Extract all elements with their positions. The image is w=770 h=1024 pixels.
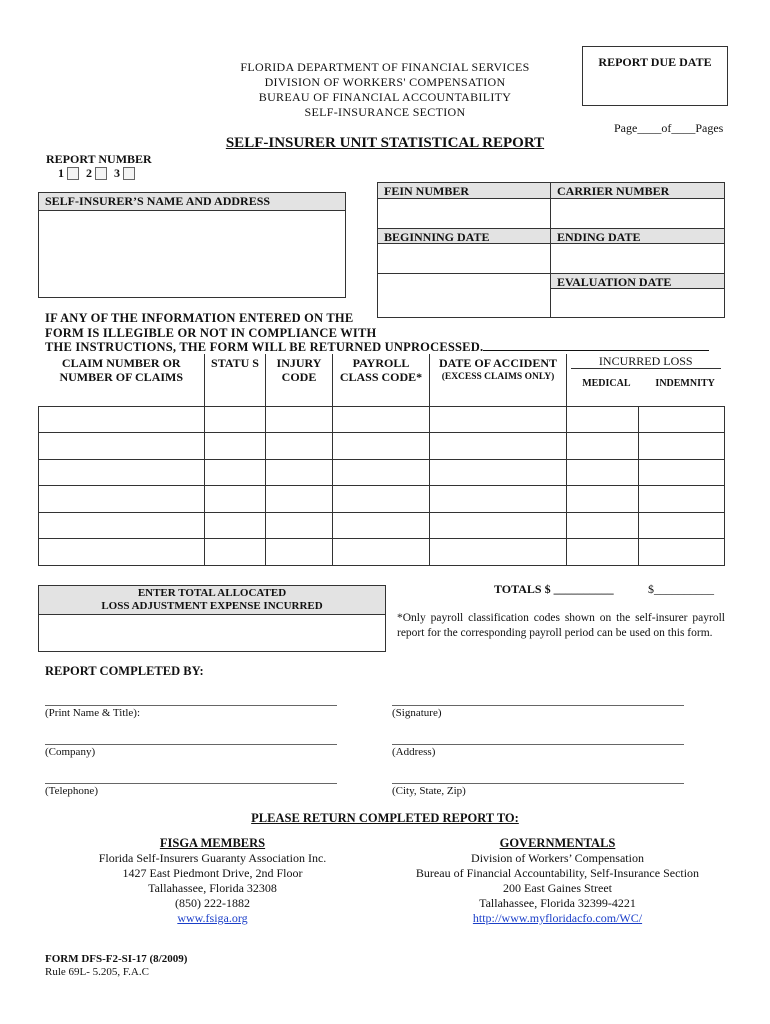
incurred-loss-header (567, 354, 725, 406)
report-number-label: REPORT NUMBER (46, 152, 152, 166)
warning-line-3: THE INSTRUCTIONS, THE FORM WILL BE RETURNED UNPROCESSED. (45, 340, 484, 354)
claims-table (38, 354, 725, 566)
status-cell[interactable] (205, 406, 266, 433)
claim-number-header: CLAIM NUMBER OR NUMBER OF CLAIMS (39, 354, 205, 406)
medical-cell[interactable] (567, 486, 639, 513)
status-cell[interactable] (205, 433, 266, 460)
telephone-label: (Telephone) (45, 785, 98, 797)
form-title: SELF-INSURER UNIT STATISTICAL REPORT (225, 135, 545, 151)
return-instructions: PLEASE RETURN COMPLETED REPORT TO: (251, 811, 519, 825)
indemnity-header: INDEMNITY (655, 378, 715, 389)
medical-cell[interactable] (567, 459, 639, 486)
indemnity-cell[interactable] (639, 406, 725, 433)
payroll-class-code-cell[interactable] (333, 433, 430, 460)
print-name-label: (Print Name & Title): (45, 707, 141, 719)
table-row (39, 512, 725, 539)
payroll-class-code-cell[interactable] (333, 406, 430, 433)
signature-label: (Signature) (392, 707, 442, 719)
medical-cell[interactable] (567, 433, 639, 460)
indemnity-cell[interactable] (639, 459, 725, 486)
claim-number-cell[interactable] (39, 539, 205, 566)
medical-cell[interactable] (567, 512, 639, 539)
indemnity-cell[interactable] (639, 539, 725, 566)
payroll-class-code-cell[interactable] (333, 459, 430, 486)
allocated-expense-label-line-1: ENTER TOTAL ALLOCATED (137, 587, 287, 599)
form-id: FORM DFS-F2-SI-17 (8/2009) (45, 953, 188, 965)
report-due-date-label: REPORT DUE DATE (598, 55, 712, 69)
date-of-accident-cell[interactable] (430, 539, 567, 566)
warning-underline (483, 340, 709, 351)
fisga-phone: (850) 222-1882 (175, 896, 250, 910)
fein-number-label: FEIN NUMBER (378, 183, 551, 199)
allocated-expense-label-line-2: LOSS ADJUSTMENT EXPENSE INCURRED (101, 600, 323, 612)
status-cell[interactable] (205, 459, 266, 486)
allocated-expense-box[interactable] (38, 585, 386, 652)
report-due-date-box[interactable] (582, 46, 728, 106)
claim-number-cell[interactable] (39, 459, 205, 486)
warning-line-2: FORM IS ILLEGIBLE OR NOT IN COMPLIANCE WITH (45, 325, 377, 340)
medical-cell[interactable] (567, 406, 639, 433)
address-label: (Address) (392, 746, 436, 758)
agency-line: SELF-INSURANCE SECTION (304, 105, 466, 119)
injury-code-header: INJURY CODE (266, 354, 333, 406)
agency-header (200, 60, 570, 120)
injury-code-cell[interactable] (266, 539, 333, 566)
date-of-accident-cell[interactable] (430, 433, 567, 460)
date-of-accident-cell[interactable] (430, 486, 567, 513)
incurred-loss-label: INCURRED LOSS (571, 354, 721, 369)
agency-line: FLORIDA DEPARTMENT OF FINANCIAL SERVICES (240, 60, 530, 74)
agency-line: DIVISION OF WORKERS' COMPENSATION (264, 75, 506, 89)
totals-indemnity[interactable]: $__________ (648, 582, 714, 596)
fisga-line: Tallahassee, Florida 32308 (148, 881, 277, 895)
report-number-checkbox-2[interactable] (95, 167, 107, 180)
company-label: (Company) (45, 746, 96, 758)
injury-code-cell[interactable] (266, 486, 333, 513)
compliance-warning (45, 311, 715, 355)
excess-claims-only-label: (EXCESS CLAIMS ONLY) (441, 372, 555, 382)
payroll-class-code-header: PAYROLL CLASS CODE* (333, 354, 430, 406)
payroll-class-code-cell[interactable] (333, 512, 430, 539)
injury-code-cell[interactable] (266, 512, 333, 539)
injury-code-cell[interactable] (266, 406, 333, 433)
date-of-accident-header (430, 354, 567, 406)
self-insurer-name-address-label: SELF-INSURER’S NAME AND ADDRESS (39, 193, 345, 211)
ending-date-label: ENDING DATE (551, 228, 724, 244)
fisga-heading: FISGA MEMBERS (159, 836, 266, 850)
claim-number-cell[interactable] (39, 486, 205, 513)
governmentals-line: Tallahassee, Florida 32399-4221 (479, 896, 636, 910)
payroll-class-code-cell[interactable] (333, 486, 430, 513)
city-state-zip-label: (City, State, Zip) (392, 785, 466, 797)
governmentals-line: 200 East Gaines Street (503, 881, 612, 895)
status-header: STATU S (205, 354, 266, 406)
injury-code-cell[interactable] (266, 433, 333, 460)
table-row (39, 433, 725, 460)
governmentals-line: Division of Workers’ Compensation (471, 851, 644, 865)
beginning-date-label: BEGINNING DATE (378, 228, 551, 244)
claim-number-cell[interactable] (39, 433, 205, 460)
payroll-note: *Only payroll classification codes shown on the self-insurer payroll report for the corresponding payroll period can be used on this form. (397, 612, 725, 639)
claim-number-cell[interactable] (39, 406, 205, 433)
evaluation-date-label: EVALUATION DATE (551, 273, 724, 289)
allocated-expense-label (39, 586, 385, 615)
status-cell[interactable] (205, 539, 266, 566)
governmentals-heading: GOVERNMENTALS (499, 836, 616, 850)
indemnity-cell[interactable] (639, 433, 725, 460)
table-row (39, 539, 725, 566)
address-line[interactable] (392, 744, 684, 746)
fisga-line: 1427 East Piedmont Drive, 2nd Floor (122, 866, 303, 880)
report-number-options (58, 166, 139, 181)
identification-grid (377, 182, 725, 318)
report-number-option-2: 2 (86, 166, 92, 180)
table-row (39, 459, 725, 486)
self-insurer-name-address-box[interactable] (38, 192, 346, 298)
date-of-accident-cell[interactable] (430, 459, 567, 486)
governmentals-website-link[interactable]: http://www.myfloridacfo.com/WC/ (472, 911, 643, 925)
report-number-checkbox-1[interactable] (67, 167, 79, 180)
fein-number-field[interactable] (378, 199, 550, 228)
report-number-checkbox-3[interactable] (123, 167, 135, 180)
injury-code-cell[interactable] (266, 459, 333, 486)
rule-reference: Rule 69L- 5.205, F.A.C (45, 966, 149, 978)
date-of-accident-cell[interactable] (430, 406, 567, 433)
date-of-accident-cell[interactable] (430, 512, 567, 539)
governmentals-line: Bureau of Financial Accountability, Self-Insurance Section (415, 866, 700, 880)
agency-line: BUREAU OF FINANCIAL ACCOUNTABILITY (258, 90, 512, 104)
date-of-accident-label: DATE OF ACCIDENT (438, 356, 557, 370)
governmentals-address (390, 836, 725, 926)
indemnity-cell[interactable] (639, 486, 725, 513)
status-cell[interactable] (205, 486, 266, 513)
report-completed-by-label: REPORT COMPLETED BY: (45, 664, 204, 678)
claim-number-cell[interactable] (39, 512, 205, 539)
table-row (39, 486, 725, 513)
page-of-pages[interactable]: Page____of____Pages (614, 121, 724, 135)
fisga-address (45, 836, 380, 926)
table-row (39, 406, 725, 433)
medical-cell[interactable] (567, 539, 639, 566)
fisga-website-link[interactable]: www.fsiga.org (177, 911, 248, 925)
totals-medical[interactable]: TOTALS $ __________ (494, 582, 614, 596)
warning-line-1: IF ANY OF THE INFORMATION ENTERED ON THE (45, 311, 354, 325)
carrier-number-field[interactable] (551, 199, 723, 228)
carrier-number-label: CARRIER NUMBER (551, 183, 724, 199)
fisga-line: Florida Self-Insurers Guaranty Association Inc. (98, 851, 327, 865)
medical-header: MEDICAL (582, 378, 631, 389)
report-number-option-3: 3 (114, 166, 120, 180)
ending-date-field[interactable] (551, 245, 723, 273)
indemnity-cell[interactable] (639, 512, 725, 539)
status-cell[interactable] (205, 512, 266, 539)
report-number-option-1: 1 (58, 166, 64, 180)
beginning-date-field[interactable] (378, 245, 550, 273)
payroll-class-code-cell[interactable] (333, 539, 430, 566)
